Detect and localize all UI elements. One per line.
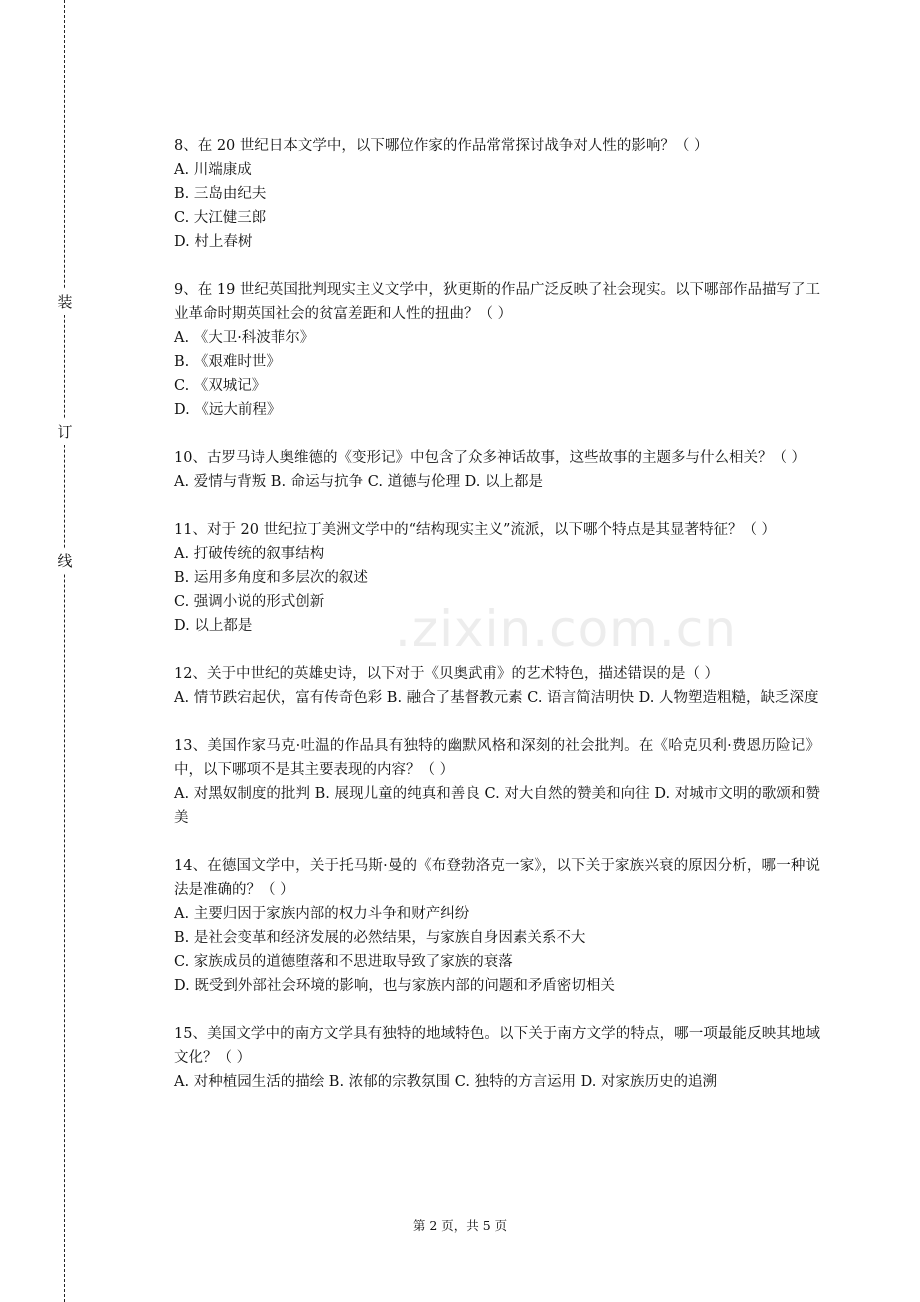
option-b: B. 是社会变革和经济发展的必然结果，与家族自身因素关系不大: [174, 930, 586, 946]
question-text: 11、对于 20 世纪拉丁美洲文学中的“结构现实主义”流派，以下哪个特点是其显著特征？（ ）: [174, 522, 777, 538]
page-number: 第 2 页，共 5 页: [412, 1218, 508, 1233]
question-text: 8、在 20 世纪日本文学中，以下哪位作家的作品常常探讨战争对人性的影响？（ ）: [174, 138, 709, 154]
question-8: [174, 134, 820, 254]
question-text: 10、古罗马诗人奥维德的《变形记》中包含了众多神话故事，这些故事的主题多与什么相关？（ ）: [174, 450, 807, 466]
binding-char-ding: 订: [55, 419, 75, 445]
question-text: 13、美国作家马克·吐温的作品具有独特的幽默风格和深刻的社会批判。在《哈克贝利·费恩历险记》中，以下哪项不是其主要表现的内容？（ ）: [174, 738, 820, 778]
option-a: A. 打破传统的叙事结构: [174, 546, 325, 562]
inline-options: A. 情节跌宕起伏，富有传奇色彩 B. 融合了基督教元素 C. 语言简洁明快 D. 人物塑造粗糙，缺乏深度: [174, 690, 819, 706]
question-14: [174, 854, 820, 998]
option-b: B. 运用多角度和多层次的叙述: [174, 570, 368, 586]
question-text: 14、在德国文学中，关于托马斯·曼的《布登勃洛克一家》，以下关于家族兴衰的原因分析，哪一种说法是准确的？（ ）: [174, 858, 820, 898]
binding-dashed-line: [64, 0, 65, 1302]
inline-options: A. 爱情与背叛 B. 命运与抗争 C. 道德与伦理 D. 以上都是: [174, 474, 544, 490]
option-a: A. 主要归因于家族内部的权力斗争和财产纠纷: [174, 906, 470, 922]
option-b: B. 《艰难时世》: [174, 354, 281, 370]
option-c: C. 家族成员的道德堕落和不思进取导致了家族的衰落: [174, 954, 513, 970]
question-9: [174, 278, 820, 422]
option-d: D. 《远大前程》: [174, 402, 282, 418]
binding-char-xian: 线: [55, 548, 75, 574]
option-d: D. 以上都是: [174, 618, 253, 634]
question-text: 15、美国文学中的南方文学具有独特的地域特色。以下关于南方文学的特点，哪一项最能反映其地域文化？（ ）: [174, 1026, 820, 1066]
option-a: A. 川端康成: [174, 162, 252, 178]
question-13: [174, 734, 820, 830]
option-c: C. 《双城记》: [174, 378, 267, 394]
question-list: [174, 134, 820, 1118]
option-d: D. 既受到外部社会环境的影响，也与家族内部的问题和矛盾密切相关: [174, 978, 615, 994]
option-a: A. 《大卫·科波菲尔》: [174, 330, 315, 346]
binding-char-zhuang: 装: [55, 289, 75, 315]
option-c: C. 强调小说的形式创新: [174, 594, 325, 610]
question-15: [174, 1022, 820, 1094]
question-text: 12、关于中世纪的英雄史诗，以下对于《贝奥武甫》的艺术特色，描述错误的是（ ）: [174, 666, 720, 682]
question-12: [174, 662, 820, 710]
inline-options: A. 对种植园生活的描绘 B. 浓郁的宗教氛围 C. 独特的方言运用 D. 对家族历史的追溯: [174, 1074, 718, 1090]
option-b: B. 三岛由纪夫: [174, 186, 267, 202]
question-10: [174, 446, 820, 494]
option-d: D. 村上春树: [174, 234, 253, 250]
watermark: .zixin.com.cn: [395, 600, 737, 658]
question-text: 9、在 19 世纪英国批判现实主义文学中，狄更斯的作品广泛反映了社会现实。以下哪部作品描写了工业革命时期英国社会的贫富差距和人性的扭曲？（ ）: [174, 282, 820, 322]
option-c: C. 大江健三郎: [174, 210, 267, 226]
question-11: [174, 518, 820, 638]
inline-options: A. 对黑奴制度的批判 B. 展现儿童的纯真和善良 C. 对大自然的赞美和向往 D. 对城市文明的歌颂和赞美: [174, 786, 820, 826]
